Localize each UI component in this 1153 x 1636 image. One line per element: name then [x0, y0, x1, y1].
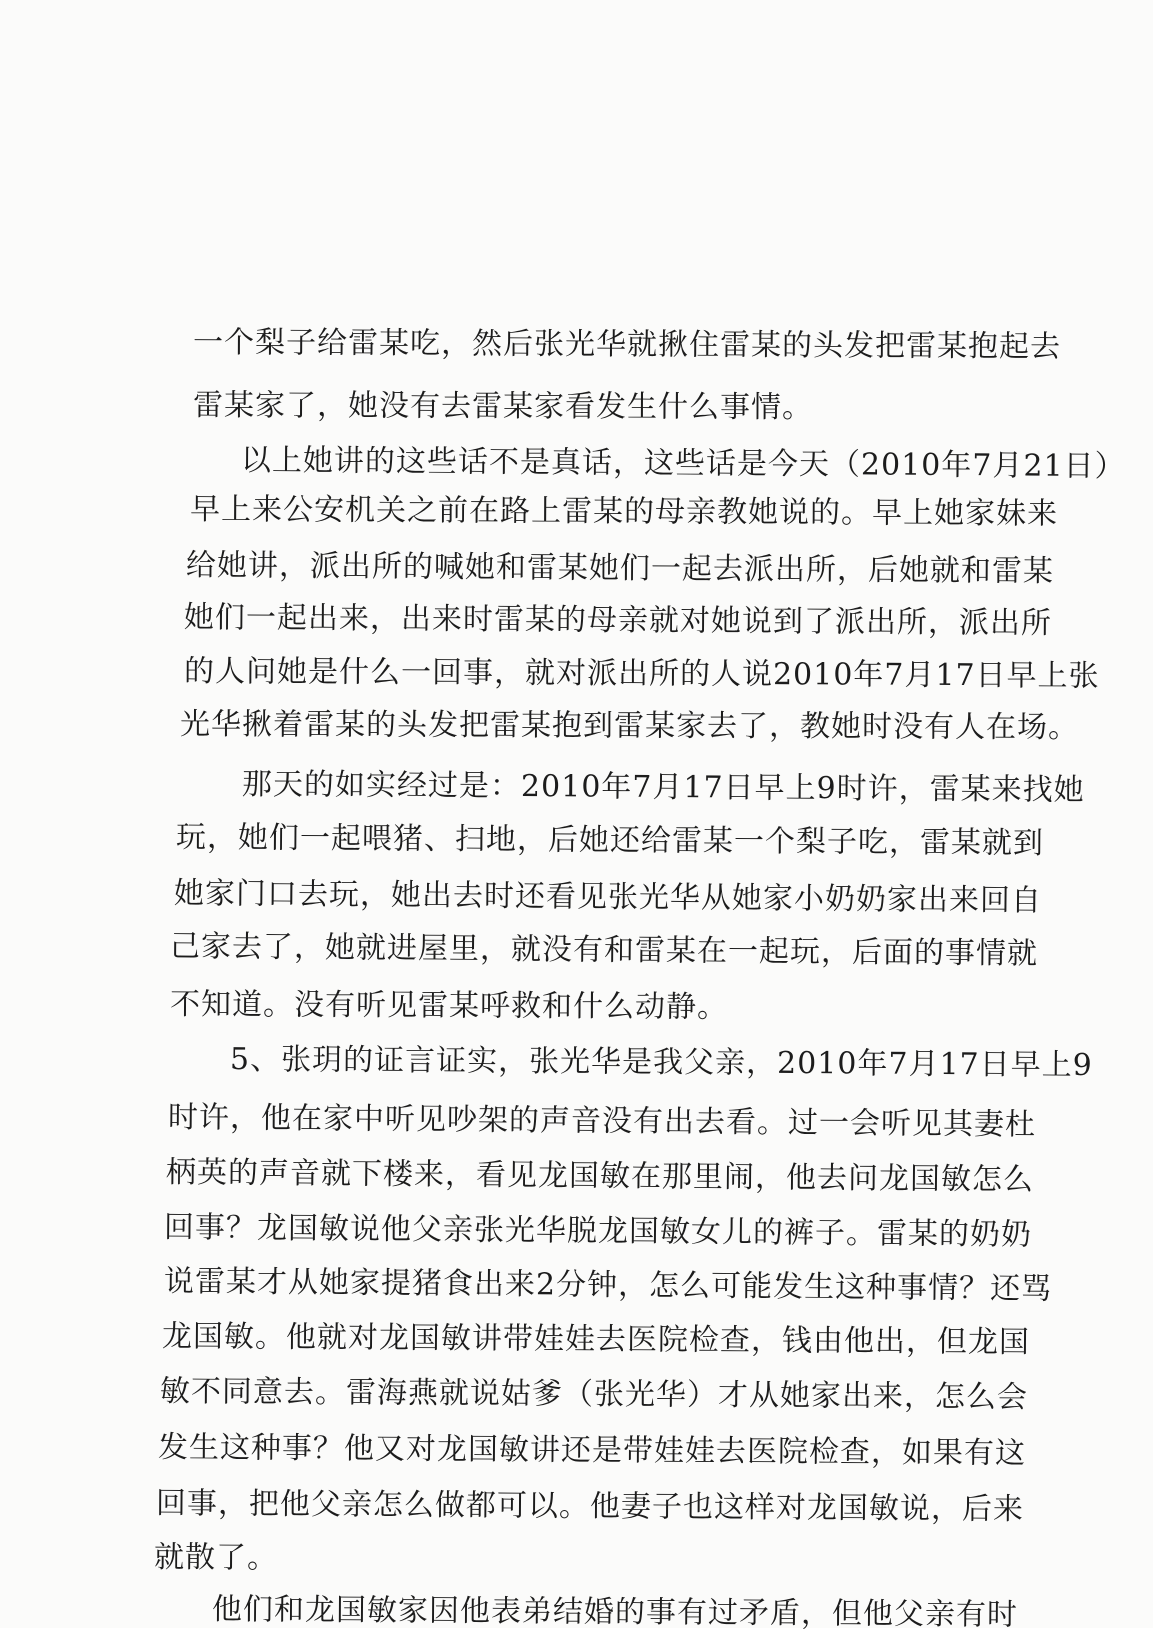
text-line: 她家门口去玩，她出去时还看见张光华从她家小奶奶家出来回自	[173, 876, 1043, 919]
text-line: 龙国敏。他就对龙国敏讲带娃娃去医院检查，钱由他出，但龙国	[161, 1319, 1031, 1361]
text-line: 不知道。没有听见雷某呼救和什么动静。	[169, 987, 729, 1025]
text-line: 5、张玥的证言证实，张光华是我父亲，2010年7月17日早上9	[229, 1042, 1093, 1084]
text-line: 柄英的声音就下楼来，看见龙国敏在那里闹，他去问龙国敏怎么	[165, 1155, 1035, 1198]
text-line: 敏不同意去。雷海燕就说姑爹（张光华）才从她家出来，怎么会	[159, 1374, 1029, 1416]
text-line: 一个梨子给雷某吃，然后张光华就揪住雷某的头发把雷某抱起去	[192, 325, 1062, 365]
text-line: 早上来公安机关之前在路上雷某的母亲教她说的。早上她家妹来	[189, 492, 1059, 532]
text-line: 以上她讲的这些话不是真话，这些话是今天（2010年7月21日）	[240, 443, 1126, 485]
text-line: 她们一起出来，出来时雷某的母亲就对她说到了派出所，派出所	[183, 600, 1053, 642]
text-line: 就散了。	[153, 1540, 279, 1576]
text-line: 他们和龙国敏家因他表弟结婚的事有过矛盾，但他父亲有时	[211, 1592, 1019, 1633]
text-line: 玩，她们一起喂猪、扫地，后她还给雷某一个梨子吃，雷某就到	[175, 820, 1045, 862]
text-line: 给她讲，派出所的喊她和雷某她们一起去派出所，后她就和雷某	[185, 548, 1055, 590]
text-line: 那天的如实经过是：2010年7月17日早上9时许，雷某来找她	[241, 767, 1085, 808]
text-line: 发生这种事？他又对龙国敏讲还是带娃娃去医院检查，如果有这	[157, 1430, 1027, 1472]
text-line: 回事？龙国敏说他父亲张光华脱龙国敏女儿的裤子。雷某的奶奶	[163, 1210, 1033, 1253]
text-line: 的人问她是什么一回事，就对派出所的人说2010年7月17日早上张	[183, 654, 1100, 694]
text-line: 说雷某才从她家提猪食出来2分钟，怎么可能发生这种事情？还骂	[163, 1264, 1053, 1307]
text-line: 己家去了，她就进屋里，就没有和雷某在一起玩，后面的事情就	[169, 929, 1039, 972]
text-line: 回事，把他父亲怎么做都可以。他妻子也这样对龙国敏说，后来	[155, 1486, 1025, 1528]
text-line: 时许，他在家中听见吵架的声音没有出去看。过一会听见其妻杜	[167, 1100, 1037, 1143]
text-line: 光华揪着雷某的头发把雷某抱到雷某家去了，教她时没有人在场。	[179, 707, 1080, 746]
text-line: 雷某家了，她没有去雷某家看发生什么事情。	[192, 388, 814, 426]
